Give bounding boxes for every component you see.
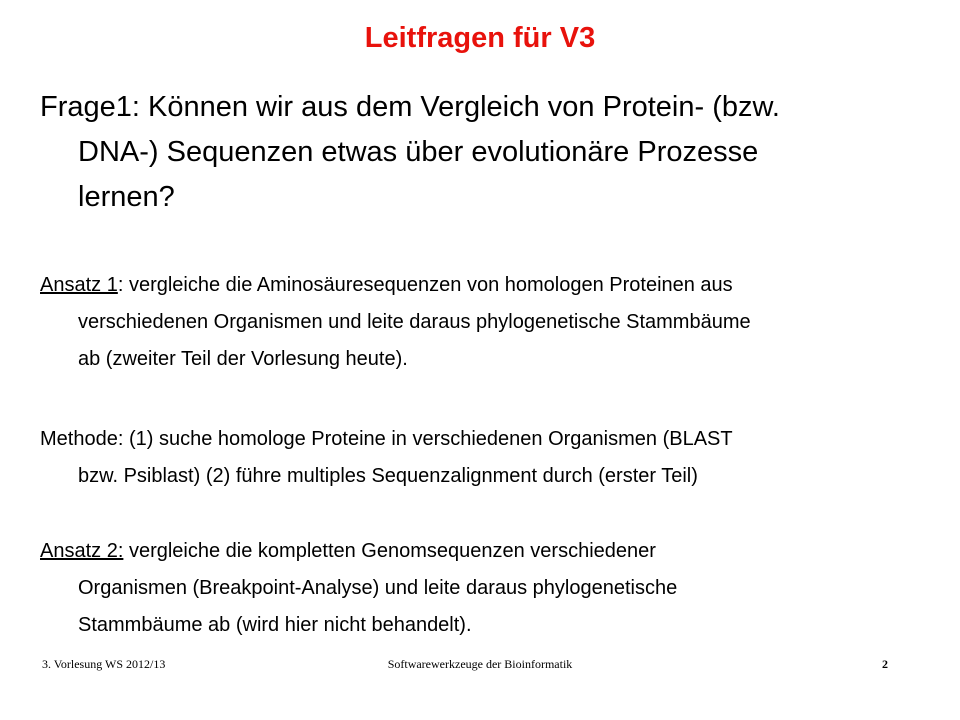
ansatz2-line-1-text: vergleiche die kompletten Genomsequenzen verschiedener — [123, 540, 656, 562]
ansatz1-line-1 — [40, 267, 940, 304]
question-line-2: DNA-) Sequenzen etwas über evolutionäre Prozesse — [78, 136, 759, 168]
ansatz2-block — [40, 533, 940, 644]
ansatz2-line-2: Organismen (Breakpoint-Analyse) und leite daraus phylogenetische — [78, 577, 678, 599]
ansatz1-label: Ansatz 1 — [40, 274, 118, 296]
methode-line-1: Methode: (1) suche homologe Proteine in verschiedenen Organismen (BLAST — [40, 428, 733, 450]
ansatz2-label: Ansatz 2: — [40, 540, 124, 562]
ansatz1-line-3: ab (zweiter Teil der Vorlesung heute). — [78, 348, 408, 370]
question-block — [40, 85, 920, 220]
ansatz1-line-2: verschiedenen Organismen und leite daraus phylogenetische Stammbäume — [78, 311, 751, 333]
question-line-1: Frage1: Können wir aus dem Vergleich von Protein- (bzw. — [40, 91, 780, 123]
slide-title: Leitfragen für V3 — [364, 22, 596, 54]
footer-lecture: 3. Vorlesung WS 2012/13 — [42, 657, 166, 671]
ansatz1-line-1-text: : vergleiche die Aminosäuresequenzen von homologen Proteinen aus — [117, 274, 733, 296]
ansatz2-line-3: Stammbäume ab (wird hier nicht behandelt). — [78, 614, 472, 636]
methode-line-2: bzw. Psiblast) (2) führe multiples Sequenzalignment durch (erster Teil) — [78, 465, 698, 487]
ansatz2-line-1 — [40, 533, 940, 570]
footer-course: Softwarewerkzeuge der Bioinformatik — [387, 657, 573, 671]
question-line-3: lernen? — [78, 181, 175, 213]
methode-block — [40, 421, 940, 495]
ansatz1-block — [40, 267, 940, 378]
footer-page-number: 2 — [882, 657, 888, 671]
